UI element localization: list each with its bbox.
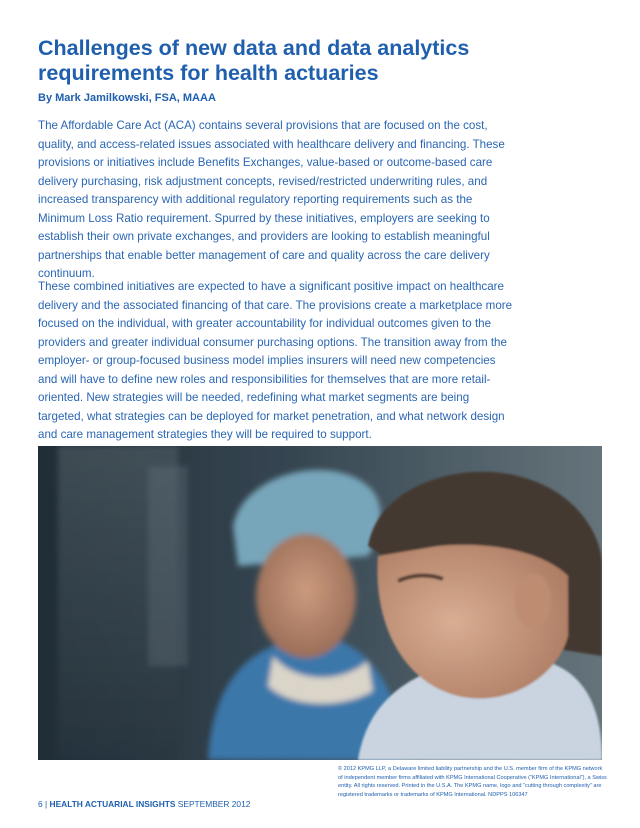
- page-number: 6: [38, 799, 43, 809]
- publication-name: HEALTH ACTUARIAL INSIGHTS: [49, 799, 176, 809]
- paragraph-2: These combined initiatives are expected to have a significant positive impact on healthcare delivery and the associated financing of that care. The provisions create a marketplace more focused on the individual, with greater accountability for individual outcomes given to the providers and greater individual consumer purchasing options. The transition away from the employer- or group-focused business model implies insurers will need new competencies and will have to define new roles and responsibilities for themselves that are more retail-oriented. New strategies will be needed, redefining what market segments are being targeted, what strategies can be deployed for market penetration, and what network design and care management strategies they will be required to support.: [38, 280, 513, 441]
- article-title: Challenges of new data and data analytics requirements for health actuaries: [38, 36, 470, 85]
- paragraph-1: The Affordable Care Act (ACA) contains several provisions that are focused on the cost, quality, and access-related issues associated with healthcare delivery and financing. These provisions or initiatives include Benefits Exchanges, value-based or outcome-based care delivery purchasing, risk adjustment concepts, revised/restricted underwriting rules, and increased transparency with additional regulatory reporting requirements such as the Minimum Loss Ratio requirement. Spurred by these initiatives, employers are seeking to establish their own private exchanges, and providers are looking to establish meaningful partnerships that enable better management of care and quality across the care delivery continuum.: [38, 119, 505, 280]
- page-footer: [38, 799, 250, 809]
- footer-separator: |: [45, 799, 48, 809]
- copyright-notice: © 2012 KPMG LLP, a Delaware limited liability partnership and the U.S. member firm of the KPMG network of independent member firms affiliated with KPMG International Cooperative (“KPMG International”), a Swiss entity. All rights reserved. Printed in the U.S.A. The KPMG name, logo and “cutting through complexity” are registered trademarks or trademarks of KPMG International. NDPPS 106347: [338, 766, 607, 798]
- photo-doctor-and-surgeon: [38, 446, 602, 760]
- publication-date: SEPTEMBER 2012: [177, 799, 251, 809]
- byline: By Mark Jamilkowski, FSA, MAAA: [38, 92, 216, 104]
